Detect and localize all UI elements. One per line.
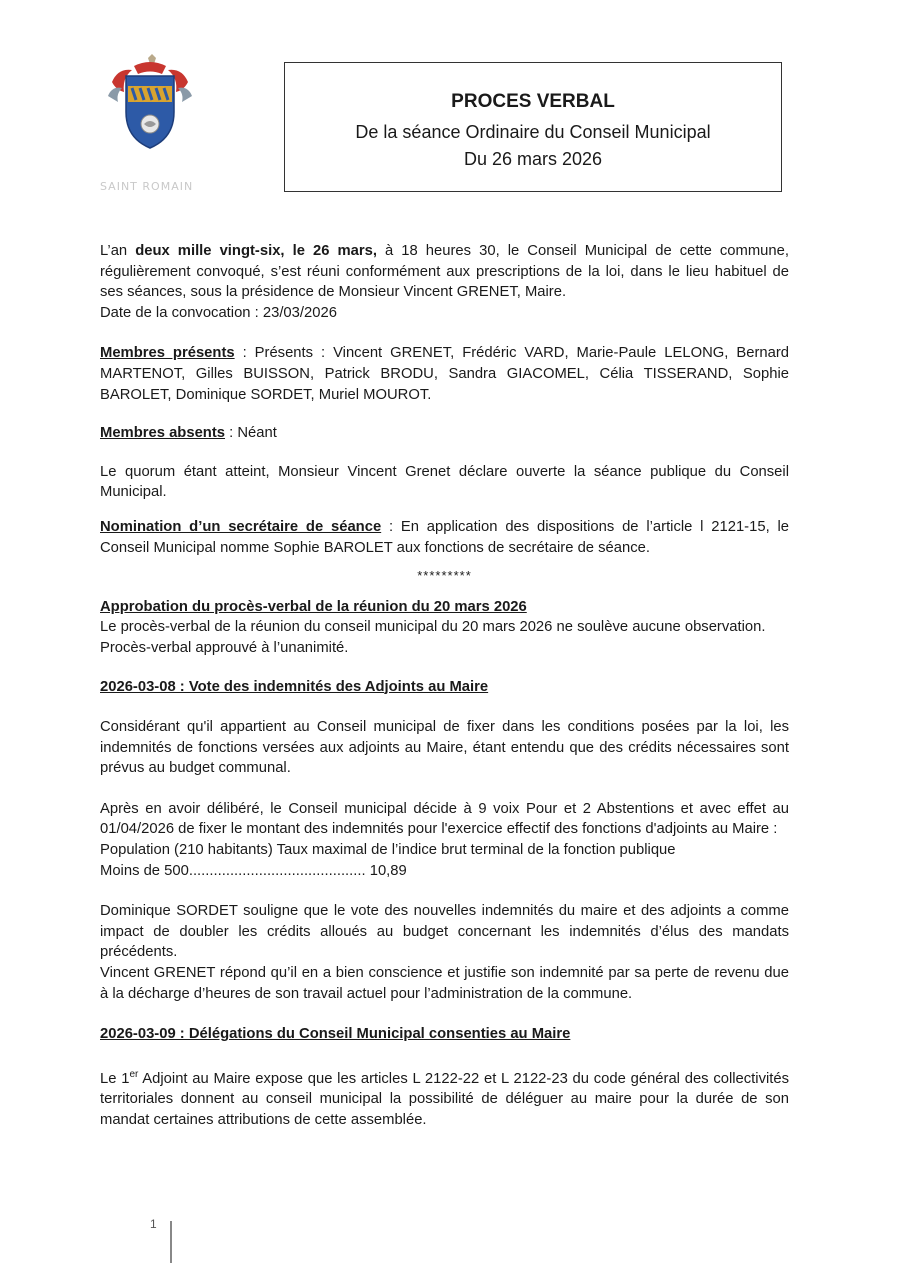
members-present-paragraph [100, 343, 789, 405]
document-date: Du 26 mars 2026 [463, 149, 603, 169]
item1-paragraph-1: Considérant qu'il appartient au Conseil municipal de fixer dans les conditions posées par la loi, les indemnités de fonctions versées aux adjoints au Maire, étant entendu que des crédits nécessaires sont prévus au budget communal. [100, 719, 789, 777]
item1-population: Population (210 habitants) Taux maximal de l’indice brut terminal de la fonction publique [100, 842, 676, 859]
margin-line [170, 1221, 172, 1263]
item2-paragraph-1 [100, 1065, 789, 1131]
members-absent-text: : Néant [225, 425, 277, 442]
approval-heading: Approbation du procès-verbal de la réunion du 20 mars 2026 [100, 598, 527, 615]
page-mark: 1 [150, 1217, 157, 1231]
municipal-logo [100, 52, 200, 193]
item2-ordinal-sup: er [129, 1068, 139, 1080]
title-box [284, 62, 782, 192]
section-separator: ********* [417, 568, 472, 584]
intro-paragraph [100, 241, 789, 303]
document-title: PROCES VERBAL [451, 91, 615, 112]
quorum-paragraph: Le quorum étant atteint, Monsieur Vincent Grenet déclare ouverte la séance publique du Conseil Municipal. [100, 463, 789, 501]
secretary-label: Nomination d’un secrétaire de séance [100, 518, 382, 535]
item1-paragraph-4: Vincent GRENET répond qu’il en a bien conscience et justifie son indemnité par sa perte de revenu due à la décharge d’heures de son travail actuel pour l’administration de la commune. [100, 965, 789, 1002]
intro-text-1: L’an [100, 243, 136, 259]
secretary-text: : En application des dispositions de l’article l 2121-15, le Conseil Municipal nomme Sophie BAROLET aux fonctions de secrétaire de séance. [100, 518, 789, 556]
members-present-text: : Présents : Vincent GRENET, Frédéric VARD, Marie-Paule LELONG, Bernard MARTENOT, Gilles BUISSON, Patrick BRODU, Sandra GIACOMEL, Célia TISSERAND, Sophie BAROLET, Dominique SORDET, Muriel MOUROT. [100, 345, 789, 403]
item2-heading: 2026-03-09 : Délégations du Conseil Municipal consenties au Maire [100, 1026, 571, 1043]
approval-line-1: Le procès-verbal de la réunion du conseil municipal du 20 mars 2026 ne soulève aucune observation. [100, 619, 766, 636]
secretary-paragraph [100, 517, 789, 558]
item2-text-b: Adjoint au Maire expose que les articles L 2122-22 et L 2122-23 du code général des collectivités territoriales donnent au conseil municipal la possibilité de déléguer au maire pour la durée de son mandat certaines attributions de cette assemblée. [100, 1070, 789, 1128]
intro-date-bold: deux mille vingt-six, le 26 mars, [135, 243, 377, 259]
document-subtitle: De la séance Ordinaire du Conseil Municipal [355, 122, 711, 142]
item1-paragraph-3: Dominique SORDET souligne que le vote des nouvelles indemnités du maire et des adjoints a comme impact de doubler les crédits alloués au budget concernant les indemnités d’élus des mandats précédents. [100, 903, 789, 961]
members-present-label: Membres présents [100, 345, 235, 362]
item2-text-a: Le 1 [100, 1070, 130, 1087]
convocation-date: Date de la convocation : 23/03/2026 [100, 304, 337, 321]
document-body [100, 241, 789, 1131]
members-absent-label: Membres absents [100, 425, 226, 442]
logo-label: SAINT ROMAIN [100, 180, 194, 193]
members-absent-paragraph [100, 423, 789, 444]
item1-heading: 2026-03-08 : Vote des indemnités des Adjoints au Maire [100, 678, 489, 695]
item1-rate: Moins de 500........................................... 10,89 [100, 862, 407, 879]
intro-text-2: à 18 heures 30, le Conseil Municipal de cette commune, régulièrement convoqué, s’est réuni conformément aux prescriptions de la loi, dans le lieu habituel de ses séances, sous la présidence de Monsieur Vincent GRENET, Maire. [100, 243, 789, 301]
approval-line-2: Procès-verbal approuvé à l’unanimité. [100, 639, 349, 656]
item1-paragraph-2: Après en avoir délibéré, le Conseil municipal décide à 9 voix Pour et 2 Abstentions et avec effet au 01/04/2026 de fixer le montant des indemnités pour l'exercice effectif des fonctions d'adjoints au Maire : [100, 800, 789, 838]
coat-of-arms-icon [104, 52, 196, 160]
